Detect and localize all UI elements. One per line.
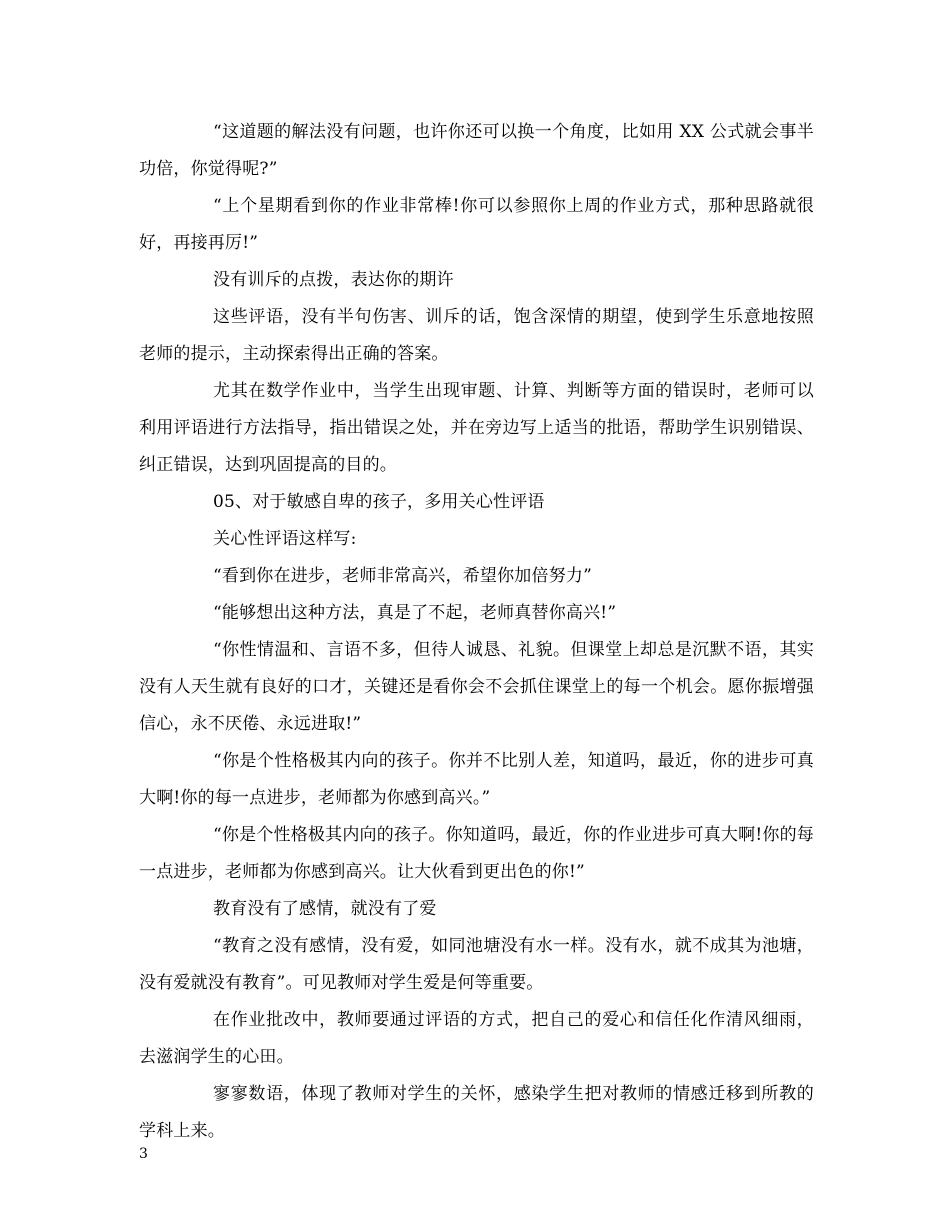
section-heading: 教育没有了感情，就没有了爱 xyxy=(213,899,437,919)
paragraph: “这道题的解法没有问题，也许你还可以换一个角度，比如用 XX 公式就会事半功倍，你觉得呢?” xyxy=(139,122,814,179)
page-number: 3 xyxy=(139,1146,148,1162)
paragraph: “教育之没有感情，没有爱，如同池塘没有水一样。没有水，就不成其为池塘，没有爱就没有教育”。可见教师对学生爱是何等重要。 xyxy=(139,936,814,993)
paragraph: “你性情温和、言语不多，但待人诚恳、礼貌。但课堂上却总是沉默不语，其实没有人天生就有良好的口才，关键还是看你会不会抓住课堂上的每一个机会。愿你振增强信心，永不厌倦、永远进取!” xyxy=(139,640,814,734)
paragraph: “看到你在进步，老师非常高兴，希望你加倍努力” xyxy=(213,566,592,586)
paragraph: “你是个性格极其内向的孩子。你知道吗，最近，你的作业进步可真大啊!你的每一点进步，老师都为你感到高兴。让大伙看到更出色的你!” xyxy=(139,825,814,882)
paragraph: “能够想出这种方法，真是了不起，老师真替你高兴!” xyxy=(213,603,617,623)
paragraph: 这些评语，没有半句伤害、训斥的话，饱含深情的期望，使到学生乐意地按照老师的提示，主动探索得出正确的答案。 xyxy=(139,307,814,364)
paragraph: 关心性评语这样写: xyxy=(213,529,357,549)
section-heading: 没有训斥的点拨，表达你的期许 xyxy=(213,270,454,290)
section-heading: 05、对于敏感自卑的孩子，多用关心性评语 xyxy=(213,492,545,512)
paragraph: 尤其在数学作业中，当学生出现审题、计算、判断等方面的错误时，老师可以利用评语进行方法指导，指出错误之处，并在旁边写上适当的批语，帮助学生识别错误、纠正错误，达到巩固提高的目的。 xyxy=(139,381,814,475)
paragraph: 寥寥数语，体现了教师对学生的关怀，感染学生把对教师的情感迁移到所教的学科上来。 xyxy=(139,1084,814,1141)
paragraph: 在作业批改中，教师要通过评语的方式，把自己的爱心和信任化作清风细雨，去滋润学生的心田。 xyxy=(139,1010,814,1067)
paragraph: “你是个性格极其内向的孩子。你并不比别人差，知道吗，最近，你的进步可真大啊!你的每一点进步，老师都为你感到高兴。” xyxy=(139,751,814,808)
body-text xyxy=(139,114,814,1150)
paragraph: “上个星期看到你的作业非常棒!你可以参照你上周的作业方式，那种思路就很好，再接再厉!” xyxy=(139,196,814,253)
